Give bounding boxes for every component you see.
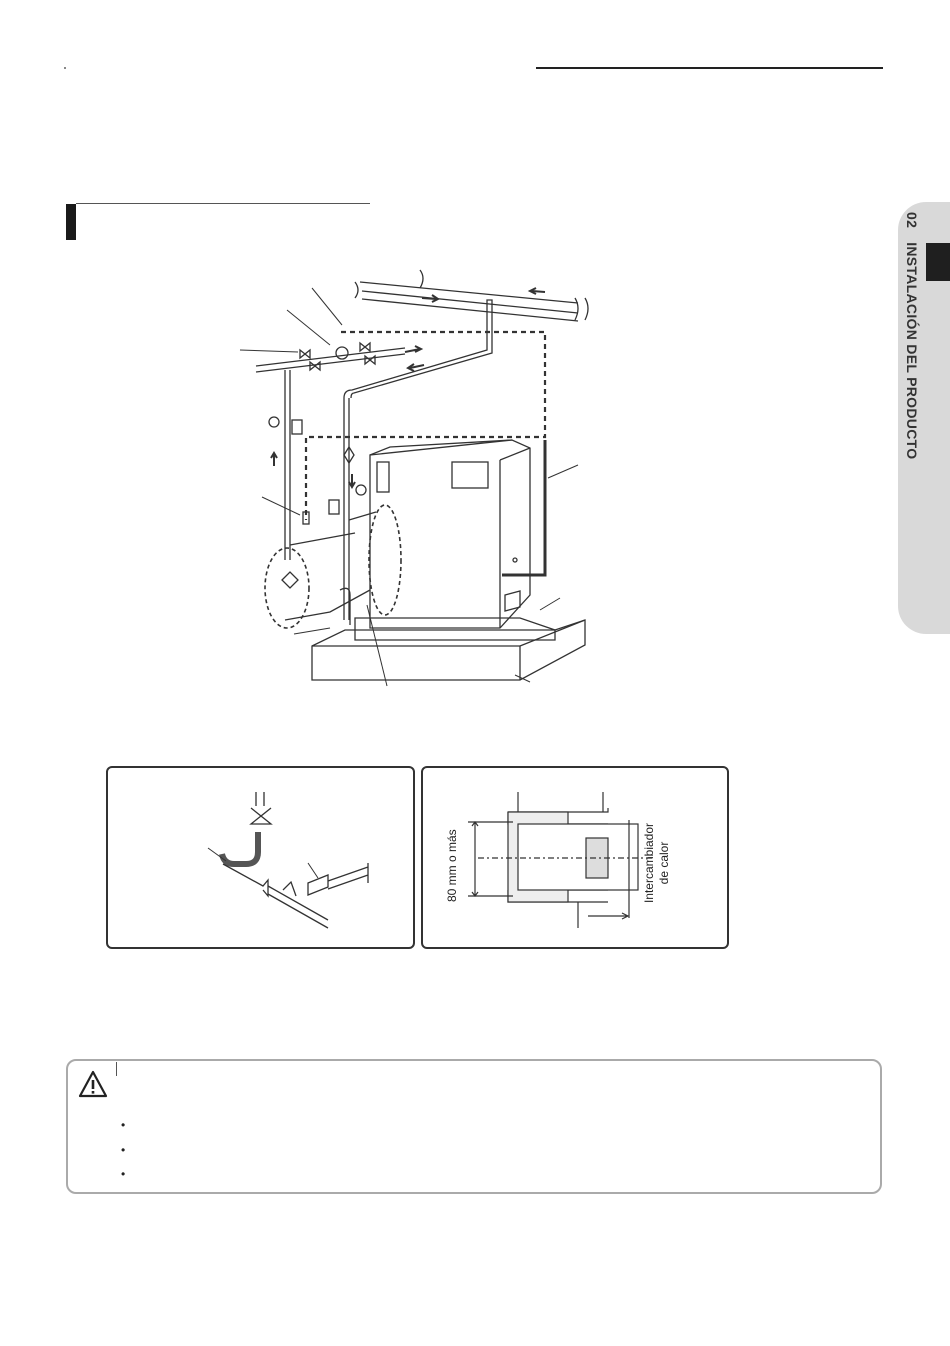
valve-manifold: [256, 343, 405, 372]
caution-bullet-1: •: [121, 1118, 126, 1132]
gauges: [269, 417, 366, 524]
caution-bullet-2: •: [121, 1143, 126, 1157]
section-rule: [76, 203, 370, 204]
caution-box: [66, 1059, 882, 1194]
header-rule: [536, 67, 883, 69]
warning-triangle-icon: [78, 1069, 108, 1099]
vertical-pipes: [282, 300, 492, 620]
caution-bullet-3: •: [121, 1167, 126, 1181]
ceiling-pipes: [355, 270, 588, 321]
chapter-title: INSTALACIÓN DEL PRODUCTO: [904, 242, 920, 460]
heat-exchanger-label: Intercambiador de calor: [642, 822, 671, 904]
section-marker: [66, 204, 76, 240]
installation-diagram: [230, 262, 600, 692]
caution-divider: [116, 1062, 117, 1076]
header-mark: [64, 67, 66, 69]
detail-inset-piping: [106, 766, 415, 949]
chapter-tab-accent: [926, 243, 950, 281]
piping-detail-drawing: [108, 768, 413, 947]
insulation-detail-drawing: [423, 768, 727, 947]
outdoor-unit: [370, 440, 530, 628]
chapter-tab-label: [904, 212, 920, 459]
chapter-number: 02: [904, 212, 920, 229]
detail-inset-insulation: [421, 766, 729, 949]
leader-lines: [240, 288, 578, 686]
foundation: [312, 618, 585, 680]
dimension-label: 80 mm o más: [445, 829, 459, 902]
